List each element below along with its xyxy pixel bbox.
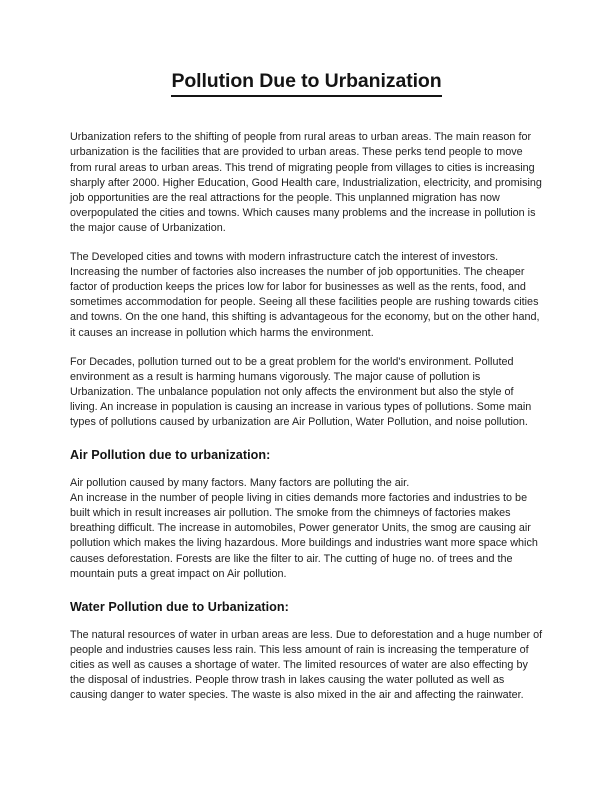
section-heading-air-pollution: Air Pollution due to urbanization: bbox=[70, 448, 271, 463]
paragraph-intro-1: Urbanization refers to the shifting of people from rural areas to urban areas. The main reason for urbanization is the facilities that are provided to urban areas. These perks tend people to move from rural areas to urban areas. This trend of migrating people from villages to cities is increasing sharply after 2000. Higher Education, Good Health care, Industrialization, electricity, and promising job opportunities are the real attractions for the people. This unplanned migration has now overpopulated the cities and towns. Which causes many problems and the increase in pollution is the major cause of Urbanization. bbox=[70, 131, 542, 234]
water-pollution-body: The natural resources of water in urban areas are less. Due to deforestation and a huge number of people and industries causes less rain. This less amount of rain is increasing the temperature of cities as well as causes a shortage of water. The limited resources of water are also effecting by the disposal of industries. People throw trash in lakes causing the water polluted as well as causing danger to water species. The waste is also mixed in the air and affecting the rainwater. bbox=[70, 628, 543, 702]
document-body bbox=[70, 130, 543, 703]
air-pollution-body: An increase in the number of people living in cities demands more factories and industries to be built which in result increases air pollution. The smoke from the chimneys of factories makes breathing difficult. The increase in automobiles, Power generator Units, the smog are causing air pollution which makes the living hazardous. More buildings and industries want more space which causes deforestation. Forests are like the filter to air. The cutting of huge no. of trees and the mountain puts a great impact on Air pollution. bbox=[70, 492, 538, 580]
page-title bbox=[70, 70, 543, 100]
paragraph-intro-3: For Decades, pollution turned out to be a great problem for the world's environment. Polluted environment as a result is harming humans vigorously. The major cause of pollution is Urbanization. The unbalance population not only affects the environment but also the style of living. An increase in population is causing an increase in various types of pollutions. Some main types of pollutions caused by urbanization are Air Pollution, Water Pollution, and noise pollution. bbox=[70, 355, 532, 428]
paragraph-intro-2: The Developed cities and towns with modern infrastructure catch the interest of investors. Increasing the number of factories also increases the number of job opportunities. The cheaper factor of production keeps the prices low for labor for businesses as well as the rents, food, and sometimes accommodation for people. Seeing all these facilities people are rushing towards cities and towns. On the one hand, this shifting is advantageous for the economy, but on the other hand, it causes an increase in pollution which harms the environment. bbox=[70, 251, 540, 339]
section-heading-water-pollution: Water Pollution due to Urbanization: bbox=[70, 599, 289, 614]
air-pollution-lead-line: Air pollution caused by many factors. Many factors are polluting the air. bbox=[70, 477, 410, 490]
page-title-text: Pollution Due to Urbanization bbox=[171, 70, 441, 97]
